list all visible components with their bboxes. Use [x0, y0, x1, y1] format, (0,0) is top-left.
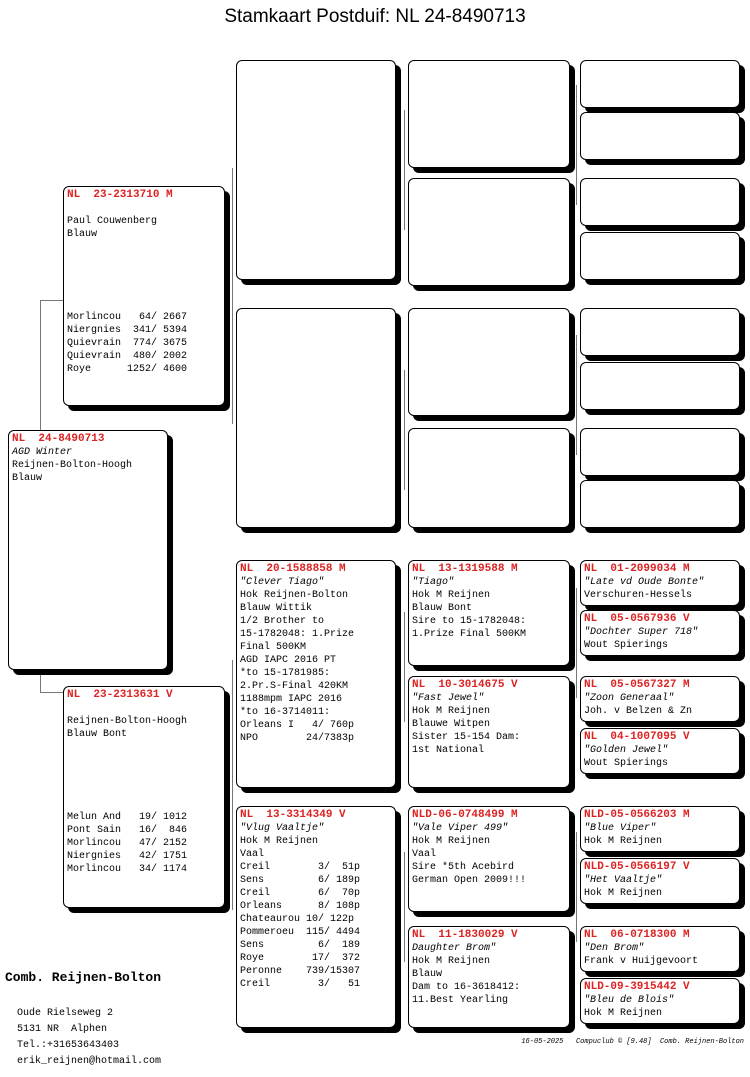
pedigree-line: Blauw Bont — [67, 729, 128, 740]
great-grandparent-card — [580, 806, 740, 852]
great-grandparent-card — [580, 560, 740, 606]
sire-card — [63, 186, 225, 406]
pedigree-line: 1188mpm IAPC 2016 — [240, 694, 343, 705]
page-title: Stamkaart Postduif: NL 24-8490713 — [224, 6, 526, 27]
pedigree-line: Creil 3/ 51 — [240, 979, 361, 990]
grandparent-card — [408, 806, 570, 912]
ring-number: NL 11-1830029 V — [412, 929, 518, 941]
pedigree-line: Final 500KM — [240, 642, 307, 653]
empty-card — [580, 428, 740, 476]
pedigree-line: Pommeroeu 115/ 4494 — [240, 927, 361, 938]
race-result: Roye 1252/ 4600 — [67, 364, 188, 375]
subject-card — [8, 430, 168, 670]
pedigree-line: Reijnen-Bolton-Hoogh — [67, 716, 188, 727]
pedigree-line: 2.Pr.S-Final 420KM — [240, 681, 349, 692]
pedigree-line: German Open 2009!!! — [412, 875, 527, 886]
dam-dam-card — [236, 806, 396, 1028]
empty-card — [236, 60, 396, 280]
pedigree-line: Sens 6/ 189 — [240, 940, 361, 951]
great-grandparent-card — [580, 676, 740, 722]
pedigree-line: Frank v Huijgevoort — [584, 956, 699, 967]
ring-number: NL 01-2099034 M — [584, 563, 690, 575]
pigeon-name: "Vale Viper 499" — [412, 823, 509, 834]
pedigree-line: Sens 6/ 189p — [240, 875, 361, 886]
pigeon-name: "Zoon Generaal" — [584, 693, 675, 704]
great-grandparent-card — [580, 728, 740, 774]
ring-number: NL 10-3014675 V — [412, 679, 518, 691]
ring-number: NL 04-1007095 V — [584, 731, 690, 743]
race-result: Quievrain 774/ 3675 — [67, 338, 188, 349]
pedigree-line: 1.Prize Final 500KM — [412, 629, 527, 640]
great-grandparent-card — [580, 610, 740, 656]
pedigree-line: Creil 6/ 70p — [240, 888, 361, 899]
race-result: Melun And 19/ 1012 — [67, 812, 188, 823]
ring-number: NL 13-1319588 M — [412, 563, 518, 575]
pigeon-name: Daughter Brom" — [412, 943, 497, 954]
ring-number: NL 23-2313710 M — [67, 189, 173, 201]
pedigree-line: Hok M Reijnen — [412, 590, 491, 601]
pedigree-line: Blauwe Witpen — [412, 719, 491, 730]
pedigree-line: 1st National — [412, 745, 485, 756]
empty-card — [408, 308, 570, 416]
grandparent-card — [408, 560, 570, 666]
ring-number: NLD-05-0566197 V — [584, 861, 690, 873]
pedigree-line: Blauw Wittik — [240, 603, 313, 614]
empty-card — [408, 428, 570, 528]
pedigree-line: Hok M Reijnen — [240, 836, 319, 847]
race-result: Morlincou 47/ 2152 — [67, 838, 188, 849]
great-grandparent-card — [580, 978, 740, 1024]
pedigree-line: Orleans I 4/ 760p — [240, 720, 355, 731]
pedigree-line: Hok M Reijnen — [584, 1008, 663, 1019]
pedigree-line: 11.Best Yearling — [412, 995, 509, 1006]
pedigree-line: Chateaurou 10/ 122p — [240, 914, 355, 925]
ring-number: NL 05-0567327 M — [584, 679, 690, 691]
pedigree-line: Peronne 739/15307 — [240, 966, 361, 977]
pigeon-name: "Vlug Vaaltje" — [240, 823, 325, 834]
empty-card — [580, 178, 740, 226]
grandparent-card — [408, 676, 570, 788]
ring-number: NL 23-2313631 V — [67, 689, 173, 701]
pedigree-line: Hok M Reijnen — [412, 706, 491, 717]
pedigree-line: Blauw — [12, 473, 43, 484]
ring-number: NL 13-3314349 V — [240, 809, 346, 821]
ring-number: NLD-09-3915442 V — [584, 981, 690, 993]
empty-card — [580, 362, 740, 410]
breeder-name: Comb. Reijnen-Bolton — [5, 970, 162, 985]
race-result: Niergnies 42/ 1751 — [67, 851, 188, 862]
pigeon-name: "Clever Tiago" — [240, 577, 325, 588]
pedigree-line: Roye 17/ 372 — [240, 953, 361, 964]
breeder-line: 5131 NR Alphen — [17, 1024, 108, 1035]
pigeon-name: "Dochter Super 718" — [584, 627, 699, 638]
pigeon-name: "Fast Jewel" — [412, 693, 485, 704]
pedigree-line: Hok M Reijnen — [412, 836, 491, 847]
pedigree-line: Wout Spierings — [584, 640, 669, 651]
breeder-line: erik_reijnen@hotmail.com — [17, 1056, 162, 1067]
pedigree-line: Hok M Reijnen — [412, 956, 491, 967]
pedigree-line: Paul Couwenberg — [67, 216, 158, 227]
race-result: Quievrain 480/ 2002 — [67, 351, 188, 362]
empty-card — [580, 232, 740, 280]
empty-card — [236, 308, 396, 528]
empty-card — [580, 60, 740, 108]
pedigree-line: Hok Reijnen-Bolton — [240, 590, 349, 601]
great-grandparent-card — [580, 858, 740, 904]
pedigree-line: Blauw Bont — [412, 603, 473, 614]
ring-number: NL 24-8490713 — [12, 433, 105, 445]
dam-sire-card — [236, 560, 396, 788]
dam-card — [63, 686, 225, 908]
race-result: Morlincou 64/ 2667 — [67, 312, 188, 323]
grandparent-card — [408, 926, 570, 1028]
pedigree-line: Creil 3/ 51p — [240, 862, 361, 873]
ring-number: NL 06-0718300 M — [584, 929, 690, 941]
pedigree-line: Reijnen-Bolton-Hoogh — [12, 460, 133, 471]
empty-card — [580, 308, 740, 356]
pigeon-name: "Blue Viper" — [584, 823, 657, 834]
empty-card — [580, 480, 740, 528]
pedigree-line: Vaal — [240, 849, 265, 860]
pedigree-line: Blauw — [412, 969, 443, 980]
empty-card — [580, 112, 740, 160]
pedigree-line: *to 16-3714011: — [240, 707, 331, 718]
ring-number: NL 20-1588858 M — [240, 563, 346, 575]
breeder-line: Oude Rielseweg 2 — [17, 1008, 114, 1019]
pedigree-line: Hok M Reijnen — [584, 836, 663, 847]
empty-card — [408, 60, 570, 168]
race-result: Niergnies 341/ 5394 — [67, 325, 188, 336]
pigeon-name: "Late vd Oude Bonte" — [584, 577, 705, 588]
pedigree-line: NPO 24/7383p — [240, 733, 355, 744]
pedigree-line: 15-1782048: 1.Prize — [240, 629, 355, 640]
pedigree-line: Hok M Reijnen — [584, 888, 663, 899]
pedigree-line: Sire to 15-1782048: — [412, 616, 527, 627]
pedigree-line: Sister 15-154 Dam: — [412, 732, 521, 743]
pigeon-name: "Golden Jewel" — [584, 745, 669, 756]
pedigree-line: Verschuren-Hessels — [584, 590, 693, 601]
pigeon-name: "Tiago" — [412, 577, 455, 588]
race-result: Pont Sain 16/ 846 — [67, 825, 188, 836]
pedigree-line: Joh. v Belzen & Zn — [584, 706, 693, 717]
footer-credit: 16-05-2025 Compuclub © [9.48] Comb. Reijnen-Bolton — [521, 1038, 744, 1046]
great-grandparent-card — [580, 926, 740, 972]
pedigree-line: Dam to 16-3618412: — [412, 982, 521, 993]
breeder-info — [5, 938, 161, 1070]
ring-number: NLD-06-0748499 M — [412, 809, 518, 821]
pedigree-line: Blauw — [67, 229, 98, 240]
ring-number: NLD-05-0566203 M — [584, 809, 690, 821]
pedigree-line: AGD IAPC 2016 PT — [240, 655, 337, 666]
pigeon-name: "Den Brom" — [584, 943, 645, 954]
ring-number: NL 05-0567936 V — [584, 613, 690, 625]
pigeon-name: "Bleu de Blois" — [584, 995, 675, 1006]
pedigree-line: Wout Spierings — [584, 758, 669, 769]
pigeon-name: AGD Winter — [12, 447, 73, 458]
pedigree-line: Orleans 8/ 108p — [240, 901, 361, 912]
pedigree-line: Sire *5th Acebird — [412, 862, 515, 873]
pedigree-line: Vaal — [412, 849, 437, 860]
pedigree-line: *to 15-1781985: — [240, 668, 331, 679]
race-result: Morlincou 34/ 1174 — [67, 864, 188, 875]
pedigree-line: 1/2 Brother to — [240, 616, 325, 627]
empty-card — [408, 178, 570, 286]
breeder-line: Tel.:+31653643403 — [17, 1040, 120, 1051]
pigeon-name: "Het Vaaltje" — [584, 875, 663, 886]
